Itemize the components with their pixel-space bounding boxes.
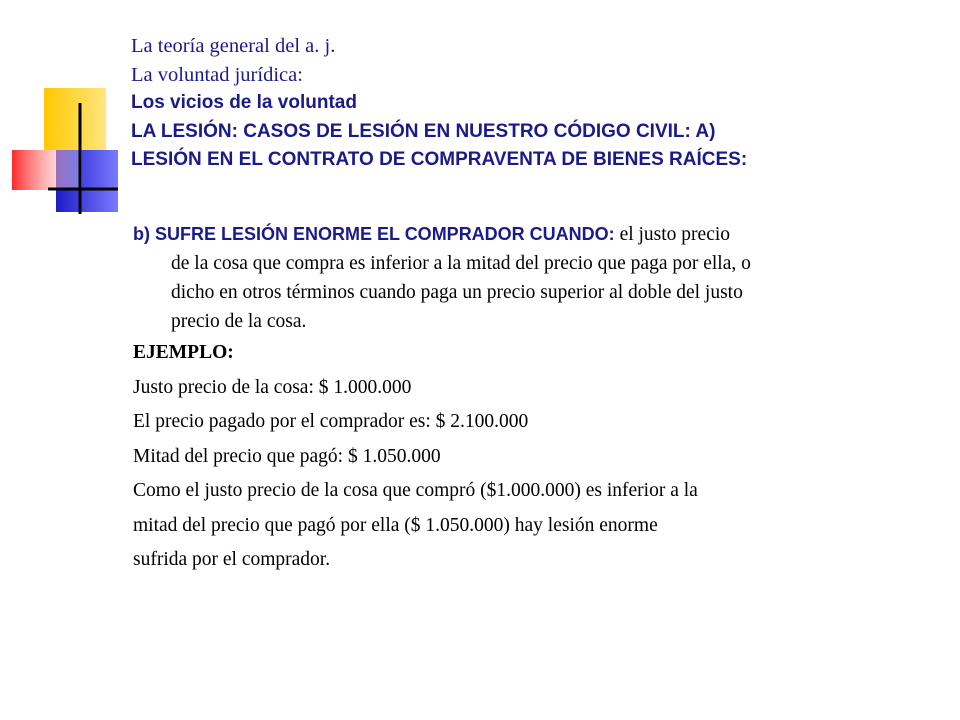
example-heading: EJEMPLO:	[133, 342, 234, 363]
example-line-5: mitad del precio que pagó por ella ($ 1.050.000) hay lesión enorme	[133, 514, 658, 536]
example-line-1: Justo precio de la cosa: $ 1.000.000	[133, 376, 412, 398]
point-b-line-3: dicho en otros términos cuando paga un precio superior al doble del justo	[171, 282, 743, 303]
point-b-paragraph	[133, 220, 923, 336]
topic-line-1: LA LESIÓN: CASOS DE LESIÓN EN NUESTRO CÓDIGO CIVIL: A)	[131, 120, 716, 142]
example-line-6: sufrida por el comprador.	[133, 549, 331, 570]
title-line-2: La voluntad jurídica:	[131, 63, 303, 86]
point-b-line-4: precio de la cosa.	[171, 311, 307, 332]
red-square	[12, 150, 82, 190]
yellow-square	[44, 88, 106, 150]
point-b-line-2: de la cosa que compra es inferior a la mitad del precio que paga por ella, o	[171, 253, 751, 274]
point-b-lead: b) SUFRE LESIÓN ENORME EL COMPRADOR CUANDO:	[133, 224, 615, 244]
point-b-first-line: el justo precio	[614, 224, 731, 245]
example-line-3: Mitad del precio que pagó: $ 1.050.000	[133, 445, 441, 467]
subtitle: Los vicios de la voluntad	[131, 92, 357, 113]
slide-body	[133, 220, 923, 578]
example-line-2: El precio pagado por el comprador es: $ 2.100.000	[133, 411, 529, 432]
example-line-4: Como el justo precio de la cosa que compró ($1.000.000) es inferior a la	[133, 480, 698, 501]
title-line-1: La teoría general del a. j.	[131, 35, 336, 57]
topic-line-2: LESIÓN EN EL CONTRATO DE COMPRAVENTA DE BIENES RAÍCES:	[131, 149, 748, 170]
decorative-squares	[0, 0, 140, 230]
slide-title	[131, 32, 951, 175]
